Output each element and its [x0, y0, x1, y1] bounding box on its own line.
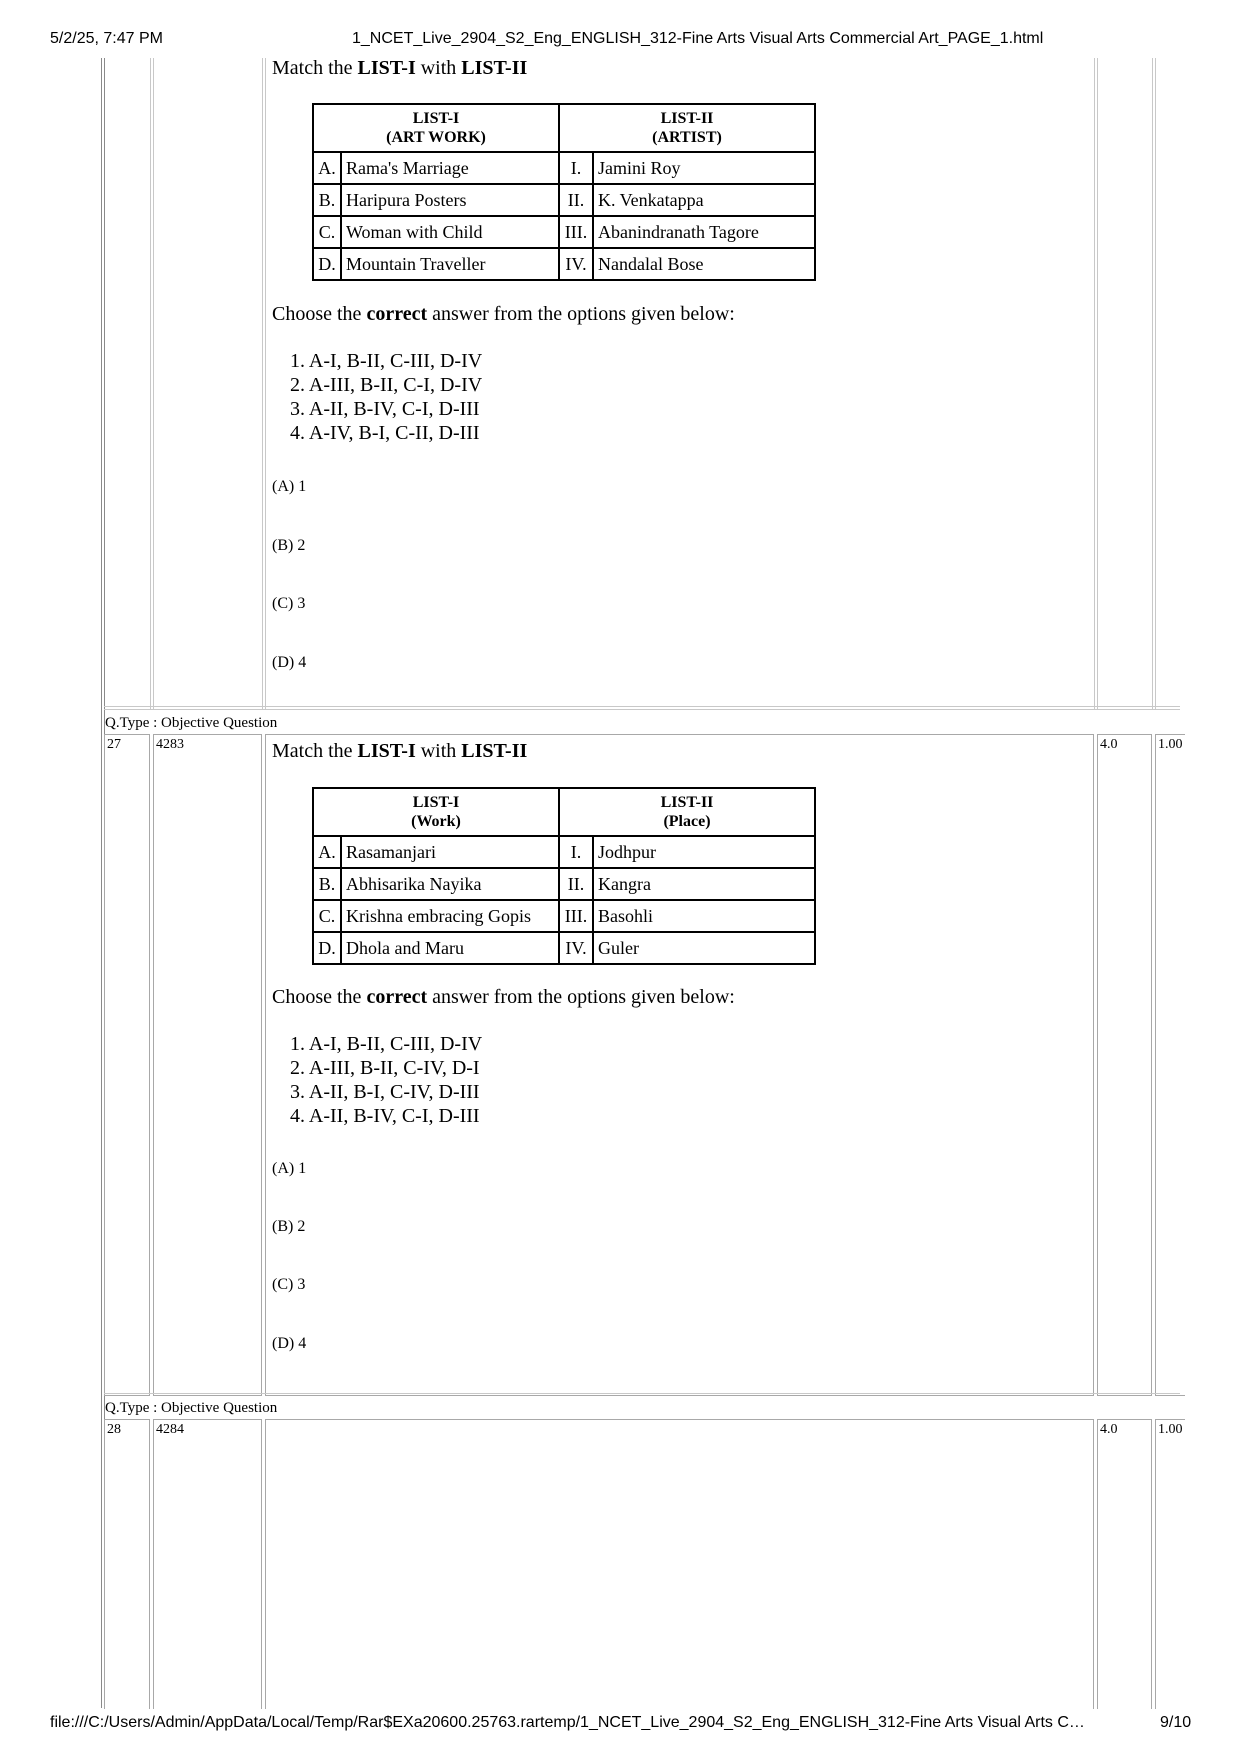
table-row: C. Woman with Child III. Abanindranath Tagore	[313, 216, 815, 248]
list-item: 4. A-II, B-IV, C-I, D-III	[290, 1105, 480, 1127]
question-id: 4283	[156, 737, 184, 752]
qtype-label: Q.Type : Objective Question	[105, 715, 278, 731]
question-stem: Match the LIST-I with LIST-II	[272, 740, 528, 762]
marks-value: 4.0	[1100, 737, 1118, 752]
question-id: 4284	[156, 1422, 184, 1437]
list-item: 3. A-II, B-I, C-IV, D-III	[290, 1081, 480, 1103]
table-row: A. Rama's Marriage I. Jamini Roy	[313, 152, 815, 184]
choose-instruction: Choose the correct answer from the options given below:	[272, 303, 735, 325]
answer-option-d[interactable]: (D) 4	[272, 1335, 307, 1352]
table-row: C. Krishna embracing Gopis III. Basohli	[313, 900, 815, 932]
stem-list2: LIST-II	[461, 57, 528, 79]
marks-cell	[1097, 1419, 1152, 1709]
marks-value: 4.0	[1100, 1422, 1118, 1437]
list-item: 2. A-III, B-II, C-IV, D-I	[290, 1057, 480, 1079]
answer-option-a[interactable]: (A) 1	[272, 1160, 307, 1177]
negative-marks-cell	[1155, 734, 1185, 1396]
answer-option-b[interactable]: (B) 2	[272, 537, 306, 554]
list2-header: LIST-II (Place)	[559, 788, 815, 836]
list-item: 2. A-III, B-II, C-I, D-IV	[290, 374, 483, 396]
stem-list1: LIST-I	[357, 57, 416, 79]
question-number-cell	[104, 1419, 150, 1709]
list1-header: LIST-I (Work)	[313, 788, 559, 836]
page-number: 9/10	[1160, 1714, 1192, 1731]
negative-marks-value: 1.00	[1158, 737, 1183, 752]
match-table	[312, 103, 816, 281]
stem-text: Match the	[272, 57, 358, 79]
table-row: A. Rasamanjari I. Jodhpur	[313, 836, 815, 868]
negative-marks-cell	[1155, 1419, 1185, 1709]
marks-cell	[1097, 734, 1152, 1396]
question-number-cell	[104, 734, 150, 1396]
table-row: D. Dhola and Maru IV. Guler	[313, 932, 815, 964]
print-datetime: 5/2/25, 7:47 PM	[50, 30, 163, 47]
list-item: 1. A-I, B-II, C-III, D-IV	[290, 350, 483, 372]
question-id-cell	[153, 1419, 262, 1709]
answer-option-d[interactable]: (D) 4	[272, 654, 307, 671]
file-path: file:///C:/Users/Admin/AppData/Local/Temp/Rar$EXa20600.25763.rartemp/1_NCET_Live_2904_S2_Eng_ENGLISH_312-Fine Arts Visual Arts C…	[50, 1714, 1085, 1731]
question-number: 28	[107, 1422, 121, 1437]
choose-instruction: Choose the correct answer from the options given below:	[272, 986, 735, 1008]
list-item: 4. A-IV, B-I, C-II, D-III	[290, 422, 480, 444]
table-row: D. Mountain Traveller IV. Nandalal Bose	[313, 248, 815, 280]
list-item: 3. A-II, B-IV, C-I, D-III	[290, 398, 480, 420]
options-list	[290, 1032, 482, 1128]
negative-marks-value: 1.00	[1158, 1422, 1183, 1437]
question-id-cell	[153, 734, 262, 1396]
question-number: 27	[107, 737, 121, 752]
table-row: B. Haripura Posters II. K. Venkatappa	[313, 184, 815, 216]
qtype-label: Q.Type : Objective Question	[105, 1400, 278, 1416]
list1-header: LIST-I (ART WORK)	[313, 104, 559, 152]
answer-option-a[interactable]: (A) 1	[272, 478, 307, 495]
list-item: 1. A-I, B-II, C-III, D-IV	[290, 1033, 483, 1055]
list2-header: LIST-II (ARTIST)	[559, 104, 815, 152]
options-list	[290, 349, 482, 445]
match-table	[312, 787, 816, 965]
question-body-cell	[265, 1419, 1094, 1709]
table-row: B. Abhisarika Nayika II. Kangra	[313, 868, 815, 900]
stem-with: with	[415, 57, 462, 79]
question-stem	[272, 57, 1072, 80]
print-document-title: 1_NCET_Live_2904_S2_Eng_ENGLISH_312-Fine Arts Visual Arts Commercial Art_PAGE_1.html	[352, 30, 1044, 47]
print-footer	[0, 1714, 1240, 1736]
answer-option-c[interactable]: (C) 3	[272, 1276, 306, 1293]
answer-option-b[interactable]: (B) 2	[272, 1218, 306, 1235]
answer-option-c[interactable]: (C) 3	[272, 595, 306, 612]
